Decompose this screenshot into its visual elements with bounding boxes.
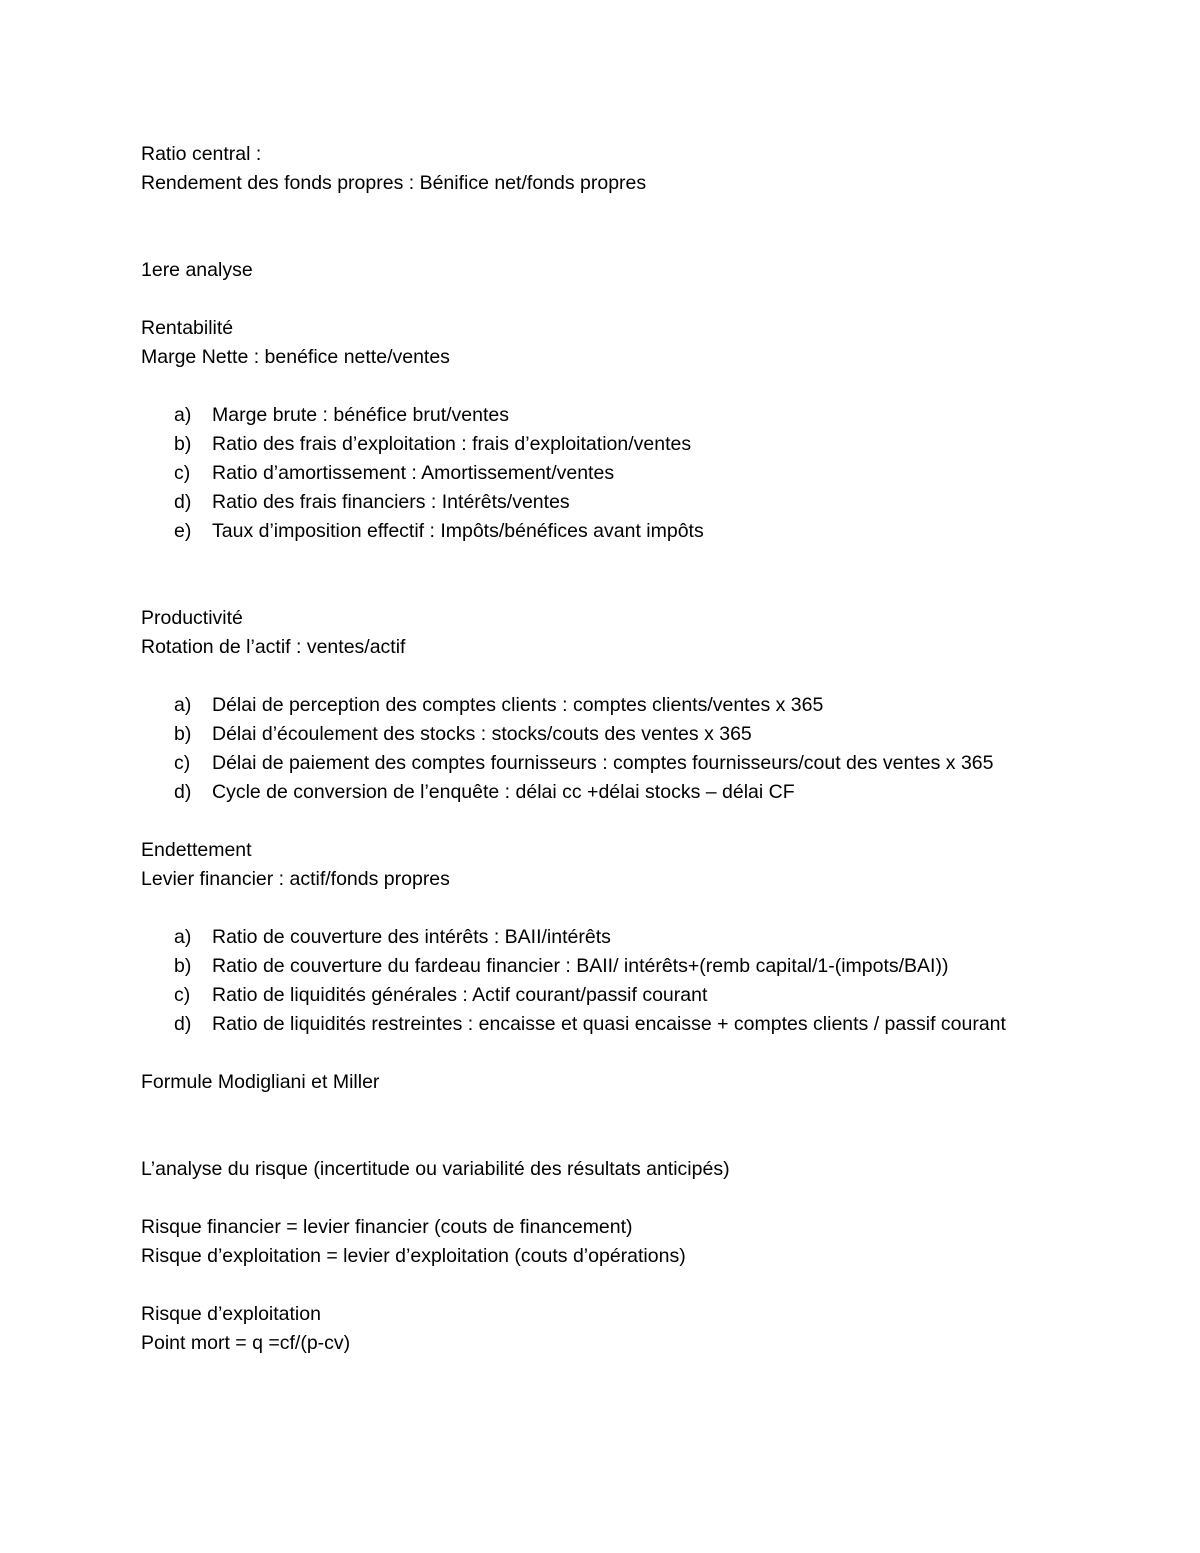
productivite-title: Productivité [141, 607, 243, 629]
list-item [141, 401, 1041, 430]
endettement-list [141, 923, 1041, 1039]
ratio-central-formula: Rendement des fonds propres : Bénifice net/fonds propres [141, 172, 647, 194]
list-item [141, 459, 1041, 488]
list-marker: a) [174, 404, 192, 426]
list-item [141, 720, 1041, 749]
modigliani-heading: Formule Modigliani et Miller [141, 1071, 380, 1093]
risque-exploitation-title: Risque d’exploitation [141, 1303, 321, 1325]
list-marker: d) [174, 781, 192, 803]
list-marker: b) [174, 955, 192, 977]
list-item [141, 430, 1041, 459]
risk-analysis-heading: L’analyse du risque (incertitude ou variabilité des résultats anticipés) [141, 1158, 730, 1180]
list-item [141, 749, 1041, 778]
list-marker: d) [174, 491, 192, 513]
list-item-text: Ratio de liquidités générales : Actif courant/passif courant [212, 984, 708, 1006]
point-mort-formula: Point mort = q =cf/(p-cv) [141, 1332, 351, 1354]
list-item [141, 488, 1041, 517]
productivite-formula: Rotation de l’actif : ventes/actif [141, 636, 406, 658]
list-item-text: Ratio d’amortissement : Amortissement/ventes [212, 462, 615, 484]
list-item-text: Ratio de liquidités restreintes : encaisse et quasi encaisse + comptes clients / passif courant [212, 1013, 1006, 1035]
document-body [141, 140, 1041, 1358]
list-item-text: Délai de paiement des comptes fournisseurs : comptes fournisseurs/cout des ventes x 365 [212, 752, 994, 774]
list-item-text: Marge brute : bénéfice brut/ventes [212, 404, 510, 426]
productivite-list [141, 691, 1041, 807]
list-item [141, 517, 1041, 546]
list-item-text: Ratio de couverture du fardeau financier : BAII/ intérêts+(remb capital/1-(impots/BAI)) [212, 955, 949, 977]
risque-exploitation-definition: Risque d’exploitation = levier d’exploitation (couts d’opérations) [141, 1245, 686, 1267]
risque-financier: Risque financier = levier financier (couts de financement) [141, 1216, 633, 1238]
rentabilite-list [141, 401, 1041, 546]
list-item [141, 952, 1041, 981]
analysis-heading: 1ere analyse [141, 259, 253, 281]
list-item-text: Ratio de couverture des intérêts : BAII/intérêts [212, 926, 611, 948]
list-item [141, 923, 1041, 952]
list-item-text: Ratio des frais d’exploitation : frais d’exploitation/ventes [212, 433, 692, 455]
rentabilite-title: Rentabilité [141, 317, 234, 339]
ratio-central-title: Ratio central : [141, 143, 262, 165]
list-marker: c) [174, 984, 191, 1006]
list-item-text: Taux d’imposition effectif : Impôts/bénéfices avant impôts [212, 520, 704, 542]
list-item-text: Délai de perception des comptes clients : comptes clients/ventes x 365 [212, 694, 824, 716]
rentabilite-formula: Marge Nette : benéfice nette/ventes [141, 346, 450, 368]
list-marker: b) [174, 723, 192, 745]
list-item [141, 778, 1041, 807]
endettement-title: Endettement [141, 839, 252, 861]
list-marker: e) [174, 520, 192, 542]
list-marker: c) [174, 462, 191, 484]
list-item [141, 981, 1041, 1010]
endettement-formula: Levier financier : actif/fonds propres [141, 868, 450, 890]
list-item-text: Ratio des frais financiers : Intérêts/ventes [212, 491, 570, 513]
list-marker: c) [174, 752, 191, 774]
list-item [141, 691, 1041, 720]
list-item [141, 1010, 1041, 1039]
list-item-text: Cycle de conversion de l’enquête : délai cc +délai stocks – délai CF [212, 781, 795, 803]
list-marker: b) [174, 433, 192, 455]
list-marker: d) [174, 1013, 192, 1035]
list-marker: a) [174, 926, 192, 948]
list-marker: a) [174, 694, 192, 716]
list-item-text: Délai d’écoulement des stocks : stocks/couts des ventes x 365 [212, 723, 752, 745]
